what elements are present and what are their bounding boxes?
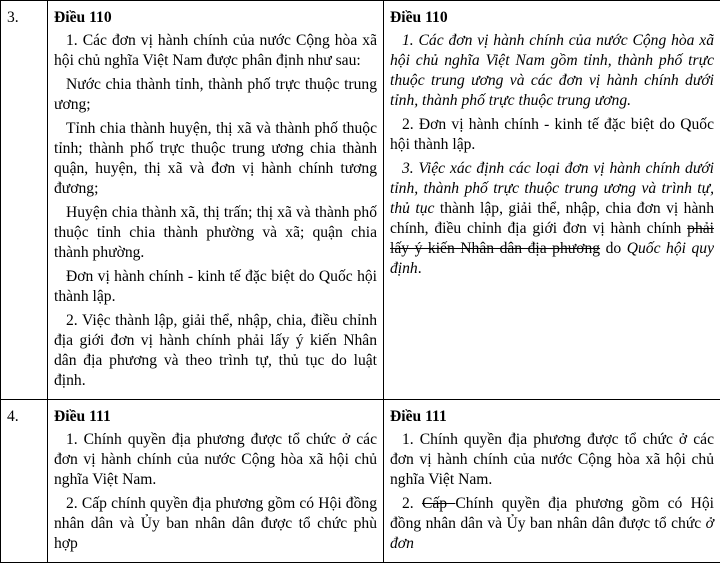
article-heading: Điều 111 — [54, 407, 377, 427]
paragraph: Nước chia thành tỉnh, thành phố trực thuộc trung ương; — [54, 75, 377, 115]
current-text-cell — [48, 400, 384, 563]
table-row — [1, 1, 720, 400]
paragraph: 1. Chính quyền địa phương được tổ chức ở các đơn vị hành chính của nước Cộng hòa xã hội chủ nghĩa Việt Nam. — [390, 430, 714, 490]
deleted-text: phải lấy ý kiến Nhân dân địa phương — [390, 220, 714, 257]
row-number: 3. — [1, 1, 48, 400]
paragraph: Huyện chia thành xã, thị trấn; thị xã và thành phố thuộc tỉnh chia thành phường và xã; quận chia thành phường. — [54, 203, 377, 263]
paragraph: 1. Các đơn vị hành chính của nước Cộng hòa xã hội chủ nghĩa Việt Nam được phân định như sau: — [54, 31, 377, 71]
current-text-cell — [48, 1, 384, 400]
amended-text-cell — [384, 1, 720, 400]
inserted-text: ở đơn — [390, 515, 714, 552]
deleted-text: Cấp — [422, 495, 455, 512]
article-heading: Điều 111 — [390, 407, 714, 427]
paragraph-text: thành lập, giải thể, nhập, chia đơn vị hành chính, điều chỉnh địa giới đơn vị hành chính — [390, 200, 714, 237]
paragraph: 1. Các đơn vị hành chính của nước Cộng hòa xã hội chủ nghĩa Việt Nam gồm tỉnh, thành phố trực thuộc trung ương và các đơn vị hành chính dưới tỉnh, thành phố trực thuộc trung ương. — [390, 31, 714, 111]
table-row — [1, 400, 720, 563]
paragraph-text: do — [600, 240, 627, 257]
paragraph: 1. Chính quyền địa phương được tổ chức ở các đơn vị hành chính của nước Cộng hòa xã hội chủ nghĩa Việt Nam. — [54, 430, 377, 490]
paragraph-text: 2. — [402, 495, 422, 512]
inserted-text: Quốc hội quy định — [390, 240, 714, 277]
inserted-text: 3. Việc xác định các loại đơn vị hành chính dưới tỉnh, thành phố trực thuộc trung ương và trình tự, thủ tục — [390, 160, 714, 217]
paragraph-text: . — [418, 260, 422, 277]
paragraph: 2. Cấp chính quyền địa phương gồm có Hội đồng nhân dân và Ủy ban nhân dân được tổ chức phù hợp — [54, 494, 377, 554]
row-number: 4. — [1, 400, 48, 563]
paragraph: Tỉnh chia thành huyện, thị xã và thành phố thuộc tỉnh; thành phố trực thuộc trung ương chia thành quận, huyện, thị xã và đơn vị hành chính tương đương; — [54, 119, 377, 199]
paragraph — [390, 159, 714, 279]
paragraph: 2. Đơn vị hành chính - kinh tế đặc biệt do Quốc hội thành lập. — [390, 115, 714, 155]
paragraph: Đơn vị hành chính - kinh tế đặc biệt do Quốc hội thành lập. — [54, 267, 377, 307]
article-heading: Điều 110 — [390, 8, 714, 28]
amended-text-cell — [384, 400, 720, 563]
article-heading: Điều 110 — [54, 8, 377, 28]
paragraph: 2. Việc thành lập, giải thể, nhập, chia, điều chỉnh địa giới đơn vị hành chính phải lấy ý kiến Nhân dân địa phương và theo trình tự, thủ tục do luật định. — [54, 311, 377, 391]
paragraph-text: Chính quyền địa phương gồm có Hội đồng nhân dân và Ủy ban nhân dân được tổ chức — [390, 495, 714, 532]
paragraph — [390, 494, 714, 554]
